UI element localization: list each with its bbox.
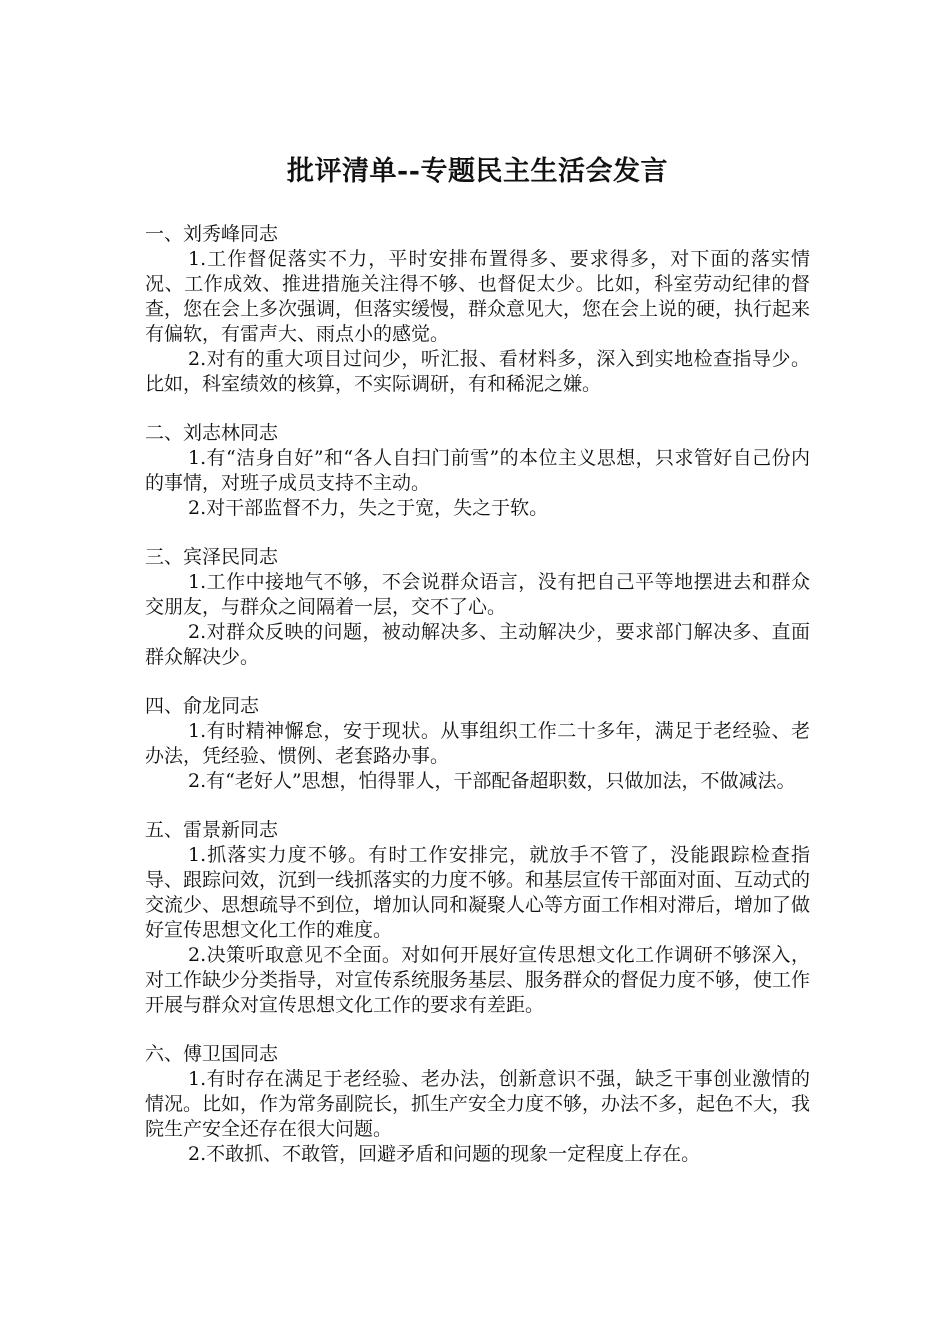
section-liu-zhilin: [145, 421, 810, 521]
section-item: 2.对有的重大项目过问少，听汇报、看材料多，深入到实地检查指导少。比如，科室绩效的核算，不实际调研，有和稀泥之嫌。: [145, 348, 810, 395]
section-item: 1.抓落实力度不够。有时工作安排完，就放手不管了，没能跟踪检查指导、跟踪问效，沉到一线抓落实的力度不够。和基层宣传干部面对面、互动式的交流少、思想疏导不到位，增加认同和凝聚人心等方面工作相对滞后，增加了做好宣传思想文化工作的难度。: [145, 844, 811, 941]
section-lei-jingxin: [145, 818, 810, 1018]
section-item: 1.有时存在满足于老经验、老办法，创新意识不强，缺乏干事创业激情的情况。比如，作为常务副院长，抓生产安全力度不够，办法不多，起色不大，我院生产安全还存在很大问题。: [145, 1068, 811, 1140]
section-heading: 三、宾泽民同志: [145, 546, 279, 568]
section-item: 2.对干部监督不力，失之于宽，失之于软。: [188, 497, 549, 519]
section-item: 1.有“洁身自好”和“各人自扫门前雪”的本位主义思想，只求管好自己份内的事情，对班子成员支持不主动。: [145, 447, 810, 494]
section-item: 1.工作督促落实不力，平时安排布置得多、要求得多，对下面的落实情况、工作成效、推进措施关注得不够、也督促太少。比如，科室劳动纪律的督查，您在会上多次强调，但落实缓慢，群众意见大，您在会上说的硬，执行起来有偏软，有雷声大、雨点小的感觉。: [145, 248, 811, 345]
section-item: 1.有时精神懈怠，安于现状。从事组织工作二十多年，满足于老经验、老办法，凭经验、惯例、老套路办事。: [145, 720, 810, 767]
section-item: 1.工作中接地气不够，不会说群众语言，没有把自己平等地摆进去和群众交朋友，与群众之间隔着一层，交不了心。: [145, 571, 810, 618]
section-heading: 五、雷景新同志: [145, 819, 279, 841]
section-item: 2.有“老好人”思想，怕得罪人，干部配备超职数，只做加法，不做减法。: [188, 770, 796, 792]
page-title: 批评清单--专题民主生活会发言: [287, 156, 668, 187]
section-bin-zemin: [145, 545, 810, 670]
section-fu-weiguo: [145, 1042, 810, 1167]
section-item: 2.对群众反映的问题，被动解决多、主动解决少，要求部门解决多、直面群众解决少。: [145, 621, 810, 668]
section-heading: 六、傅卫国同志: [145, 1043, 279, 1065]
document-page: [145, 150, 810, 1191]
section-heading: 一、刘秀峰同志: [145, 223, 279, 245]
section-heading: 二、刘志林同志: [145, 422, 279, 444]
section-item: 2.不敢抓、不敢管，回避矛盾和问题的现象一定程度上存在。: [188, 1143, 701, 1165]
section-heading: 四、俞龙同志: [145, 695, 260, 717]
section-item: 2.决策听取意见不全面。对如何开展好宣传思想文化工作调研不够深入，对工作缺少分类指导，对宣传系统服务基层、服务群众的督促力度不够，使工作开展与群众对宣传思想文化工作的要求有差距。: [145, 944, 811, 1016]
section-liu-xiufeng: [145, 222, 810, 397]
section-yu-long: [145, 694, 810, 794]
